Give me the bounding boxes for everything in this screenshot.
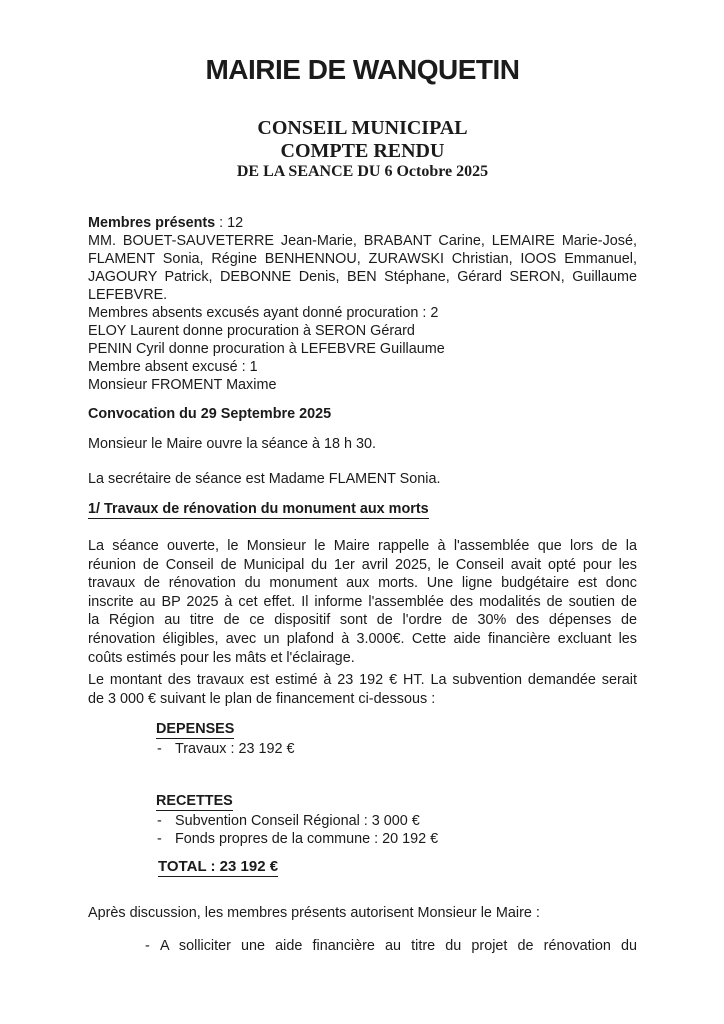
paragraph-line: inscrite au BP 2025 à cet effet. Il informe l'assemblée des modalités de soutien de [88,593,637,610]
recettes-item: - Subvention Conseil Régional : 3 000 € [156,812,637,830]
attendance-line: Membre absent excusé : 1 [88,359,258,375]
recettes-item: - Fonds propres de la commune : 20 192 € [156,830,637,848]
paragraph-line: Le montant des travaux est estimé à 23 192 € HT. La subvention demandée serait [88,672,637,689]
recettes-heading [156,792,637,810]
page-title: MAIRIE DE WANQUETIN [205,54,520,85]
paragraph-line: rénovation éligibles, avec un plafond à 3.000€. Cette aide financière excluant les [88,630,637,647]
recettes-items [156,812,637,848]
attendance-line: Membres absents excusés ayant donné procuration : 2 [88,305,439,321]
members-present-count-line [88,214,637,232]
paragraph-line: coûts estimés pour les mâts et l'éclairage. [88,649,355,666]
attendance-line: PENIN Cyril donne procuration à LEFEBVRE Guillaume [88,341,445,357]
paragraph-line: la Région au titre de ce dispositif sont de l'ordre de 30% des dépenses de [88,612,637,629]
paragraph-line: travaux de rénovation du monument aux morts. Une ligne budgétaire est donc [88,575,637,592]
depenses-items [156,740,637,758]
section1-heading [88,500,637,518]
decision-intro-line: Après discussion, les membres présents autorisent Monsieur le Maire : [88,905,540,922]
secretary-line: La secrétaire de séance est Madame FLAMENT Sonia. [88,471,441,487]
document-subtitle-block [88,117,637,181]
paragraph-line: La séance ouverte, le Monsieur le Maire rappelle à l'assemblée que lors de la [88,538,637,554]
subtitle-seance-date: DE LA SEANCE DU 6 Octobre 2025 [236,163,489,180]
depenses-block [156,720,637,758]
members-names-line: MM. BOUET-SAUVETERRE Jean-Marie, BRABANT Carine, LEMAIRE Marie-José, [88,233,637,249]
members-present-names [88,232,637,304]
attendance-block [88,214,637,394]
attendance-line: Monsieur FROMENT Maxime [88,377,277,393]
members-present-label: Membres présents [88,215,216,231]
section1-heading-text: 1/ Travaux de rénovation du monument aux morts [88,501,429,517]
convocation-line: Convocation du 29 Septembre 2025 [88,406,332,422]
section1-paragraph2 [88,671,637,708]
decision-items [145,937,637,955]
subtitle-compte-rendu: COMPTE RENDU [280,140,445,162]
attendance-other-lines [88,304,637,394]
paragraph-line: de 3 000 € suivant le plan de financement ci-dessous : [88,690,436,707]
recettes-block [156,792,637,848]
total-line-text: TOTAL : 23 192 € [158,858,279,876]
members-names-line: JAGOURY Patrick, DEBONNE Denis, BEN Stéphane, Gérard SERON, Guillaume [88,269,637,285]
document-content [88,0,637,955]
members-names-line: LEFEBVRE. [88,287,168,303]
depenses-heading [156,720,637,738]
total-line [158,857,637,877]
attendance-line: ELOY Laurent donne procuration à SERON Gérard [88,323,415,339]
depenses-item: - Travaux : 23 192 € [156,740,637,758]
section1-paragraph1 [88,537,637,667]
opening-line: Monsieur le Maire ouvre la séance à 18 h 30. [88,436,376,452]
members-present-count: : 12 [215,215,244,231]
members-names-line: FLAMENT Sonia, Régine BENHENNOU, ZURAWSKI Christian, IOOS Emmanuel, [88,251,637,267]
decision-item: - A solliciter une aide financière au titre du projet de rénovation du [145,937,637,955]
depenses-heading-text: DEPENSES [156,721,235,738]
paragraph-line: réunion de Conseil de Municipal du 1er avril 2025, le Conseil avait opté pour les [88,556,637,573]
subtitle-conseil-municipal: CONSEIL MUNICIPAL [257,117,468,139]
recettes-heading-text: RECETTES [156,793,233,810]
